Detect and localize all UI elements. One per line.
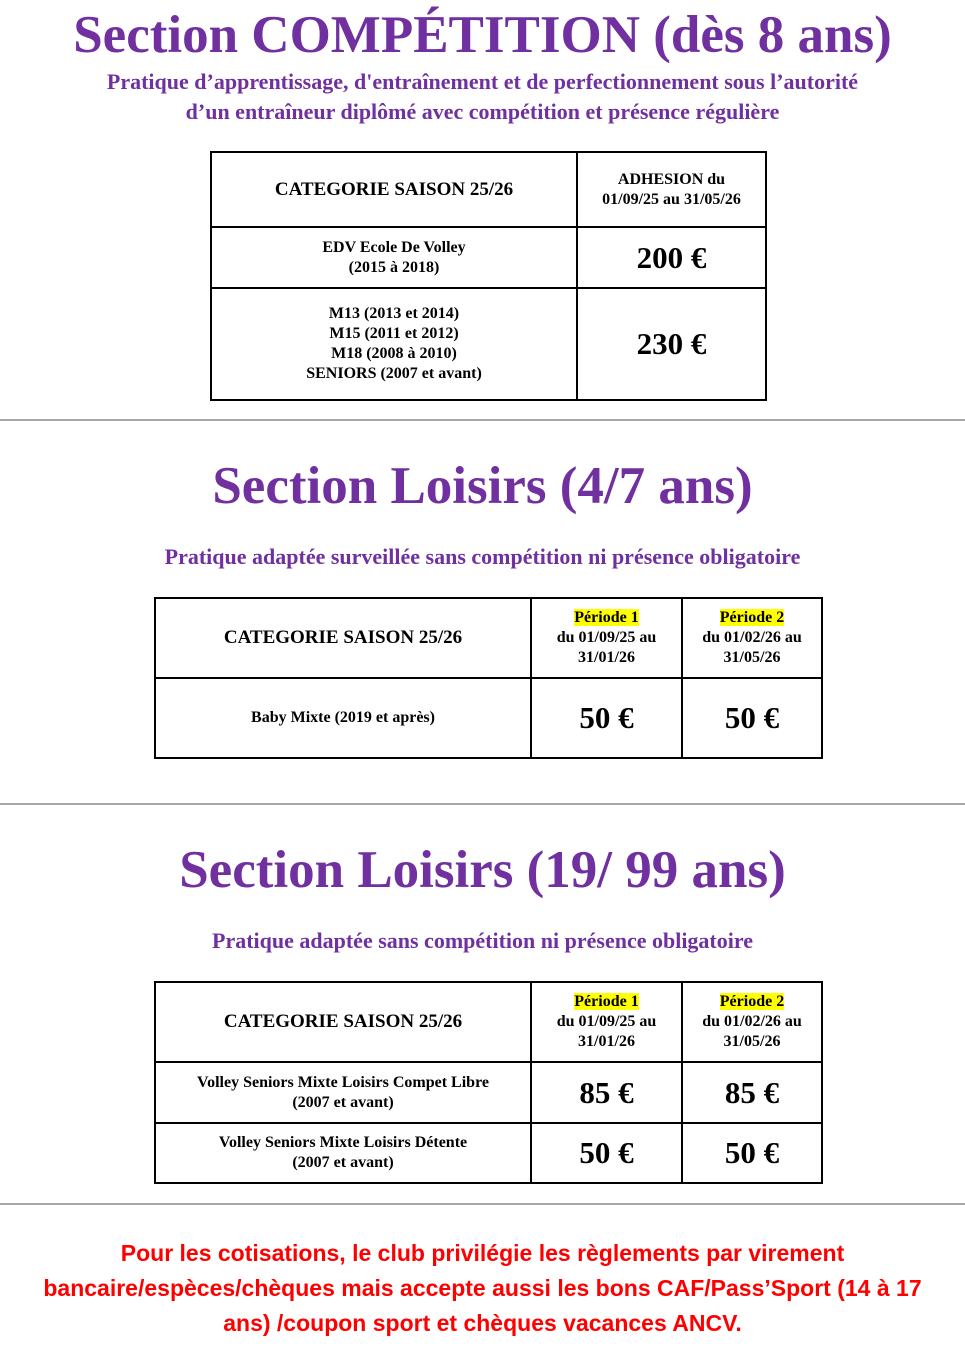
- competition-table: [210, 151, 767, 401]
- category-line: (2007 et avant): [292, 1154, 394, 1171]
- period-label: Période 1: [574, 993, 639, 1010]
- header-adhesion: [577, 152, 766, 227]
- period-dates: 31/01/26: [578, 649, 635, 666]
- loisirs-kids-subtitle: Pratique adaptée surveillée sans compétition ni présence obligatoire: [164, 544, 801, 569]
- header-adhesion-line2: 01/09/25 au 31/05/26: [602, 190, 741, 208]
- payment-note-line: bancaire/espèces/chèques mais accepte aussi les bons CAF/Pass’Sport (14 à 17: [43, 1275, 922, 1301]
- price-period-2: 50 €: [682, 678, 822, 758]
- table-header-row: [211, 152, 766, 227]
- loisirs-adults-subtitle: Pratique adaptée sans compétition ni présence obligatoire: [212, 928, 753, 953]
- period-dates: 31/05/26: [723, 1033, 781, 1050]
- table-row: [155, 1062, 822, 1123]
- loisirs-kids-table: [154, 597, 823, 759]
- payment-note-line: Pour les cotisations, le club privilégie les règlements par virement: [120, 1240, 845, 1266]
- category-line: M18 (2008 à 2010): [331, 345, 457, 362]
- price-period-2: 85 €: [682, 1062, 822, 1123]
- competition-subtitle: [0, 67, 965, 127]
- category-line: Volley Seniors Mixte Loisirs Détente: [218, 1134, 468, 1151]
- header-period-1: [531, 982, 682, 1062]
- competition-subtitle-line1: Pratique d’apprentissage, d'entraînement et de perfectionnement sous l’autorité: [106, 69, 859, 94]
- price-cell: 200 €: [577, 227, 766, 288]
- section-divider: [0, 419, 965, 421]
- header-period-2: [682, 982, 822, 1062]
- header-category: CATEGORIE SAISON 25/26: [155, 982, 531, 1062]
- payment-note-line: ans) /coupon sport et chèques vacances ANCV.: [223, 1310, 742, 1336]
- loisirs-adults-title: Section Loisirs (19/ 99 ans): [179, 841, 786, 899]
- category-line: Volley Seniors Mixte Loisirs Compet Libre: [197, 1073, 489, 1091]
- header-period-1: [531, 598, 682, 678]
- period-dates: 31/05/26: [723, 649, 781, 666]
- loisirs-kids-title: Section Loisirs (4/7 ans): [212, 457, 753, 515]
- price-period-1: 50 €: [531, 678, 682, 758]
- period-label: Période 1: [574, 609, 639, 626]
- category-cell: [211, 227, 577, 288]
- category-cell: Baby Mixte (2019 et après): [155, 678, 531, 758]
- category-line: SENIORS (2007 et avant): [306, 365, 482, 382]
- category-cell: [211, 288, 577, 400]
- period-dates: du 01/02/26 au: [702, 1013, 802, 1030]
- category-cell: [155, 1123, 531, 1183]
- competition-title: Section COMPÉTITION (dès 8 ans): [73, 6, 892, 64]
- period-dates: 31/01/26: [578, 1033, 635, 1050]
- price-cell: 230 €: [577, 288, 766, 400]
- section-divider: [0, 1203, 965, 1205]
- category-line: M15 (2011 et 2012): [329, 325, 459, 342]
- section-divider: [0, 803, 965, 805]
- competition-subtitle-line2: d’un entraîneur diplômé avec compétition et présence régulière: [185, 99, 780, 124]
- loisirs-adults-table: [154, 981, 823, 1184]
- table-header-row: [155, 598, 822, 678]
- period-dates: du 01/02/26 au: [702, 629, 802, 646]
- price-period-1: 50 €: [531, 1123, 682, 1183]
- category-cell: [155, 1062, 531, 1123]
- header-adhesion-line1: ADHESION du: [617, 170, 726, 188]
- header-category: CATEGORIE SAISON 25/26: [155, 598, 531, 678]
- period-label: Période 2: [719, 993, 785, 1010]
- table-row: [211, 288, 766, 400]
- period-dates: du 01/09/25 au: [556, 629, 657, 646]
- price-period-1: 85 €: [531, 1062, 682, 1123]
- period-dates: du 01/09/25 au: [556, 1013, 657, 1030]
- payment-note: [0, 1236, 965, 1341]
- header-category: CATEGORIE SAISON 25/26: [211, 152, 577, 227]
- category-line: (2015 à 2018): [348, 258, 440, 276]
- table-row: [155, 678, 822, 758]
- category-line: (2007 et avant): [292, 1093, 394, 1111]
- table-row: [211, 227, 766, 288]
- price-period-2: 50 €: [682, 1123, 822, 1183]
- category-line: EDV Ecole De Volley: [322, 238, 466, 256]
- table-header-row: [155, 982, 822, 1062]
- category-line: M13 (2013 et 2014): [328, 305, 460, 322]
- period-label: Période 2: [719, 609, 785, 626]
- header-period-2: [682, 598, 822, 678]
- table-row: [155, 1123, 822, 1183]
